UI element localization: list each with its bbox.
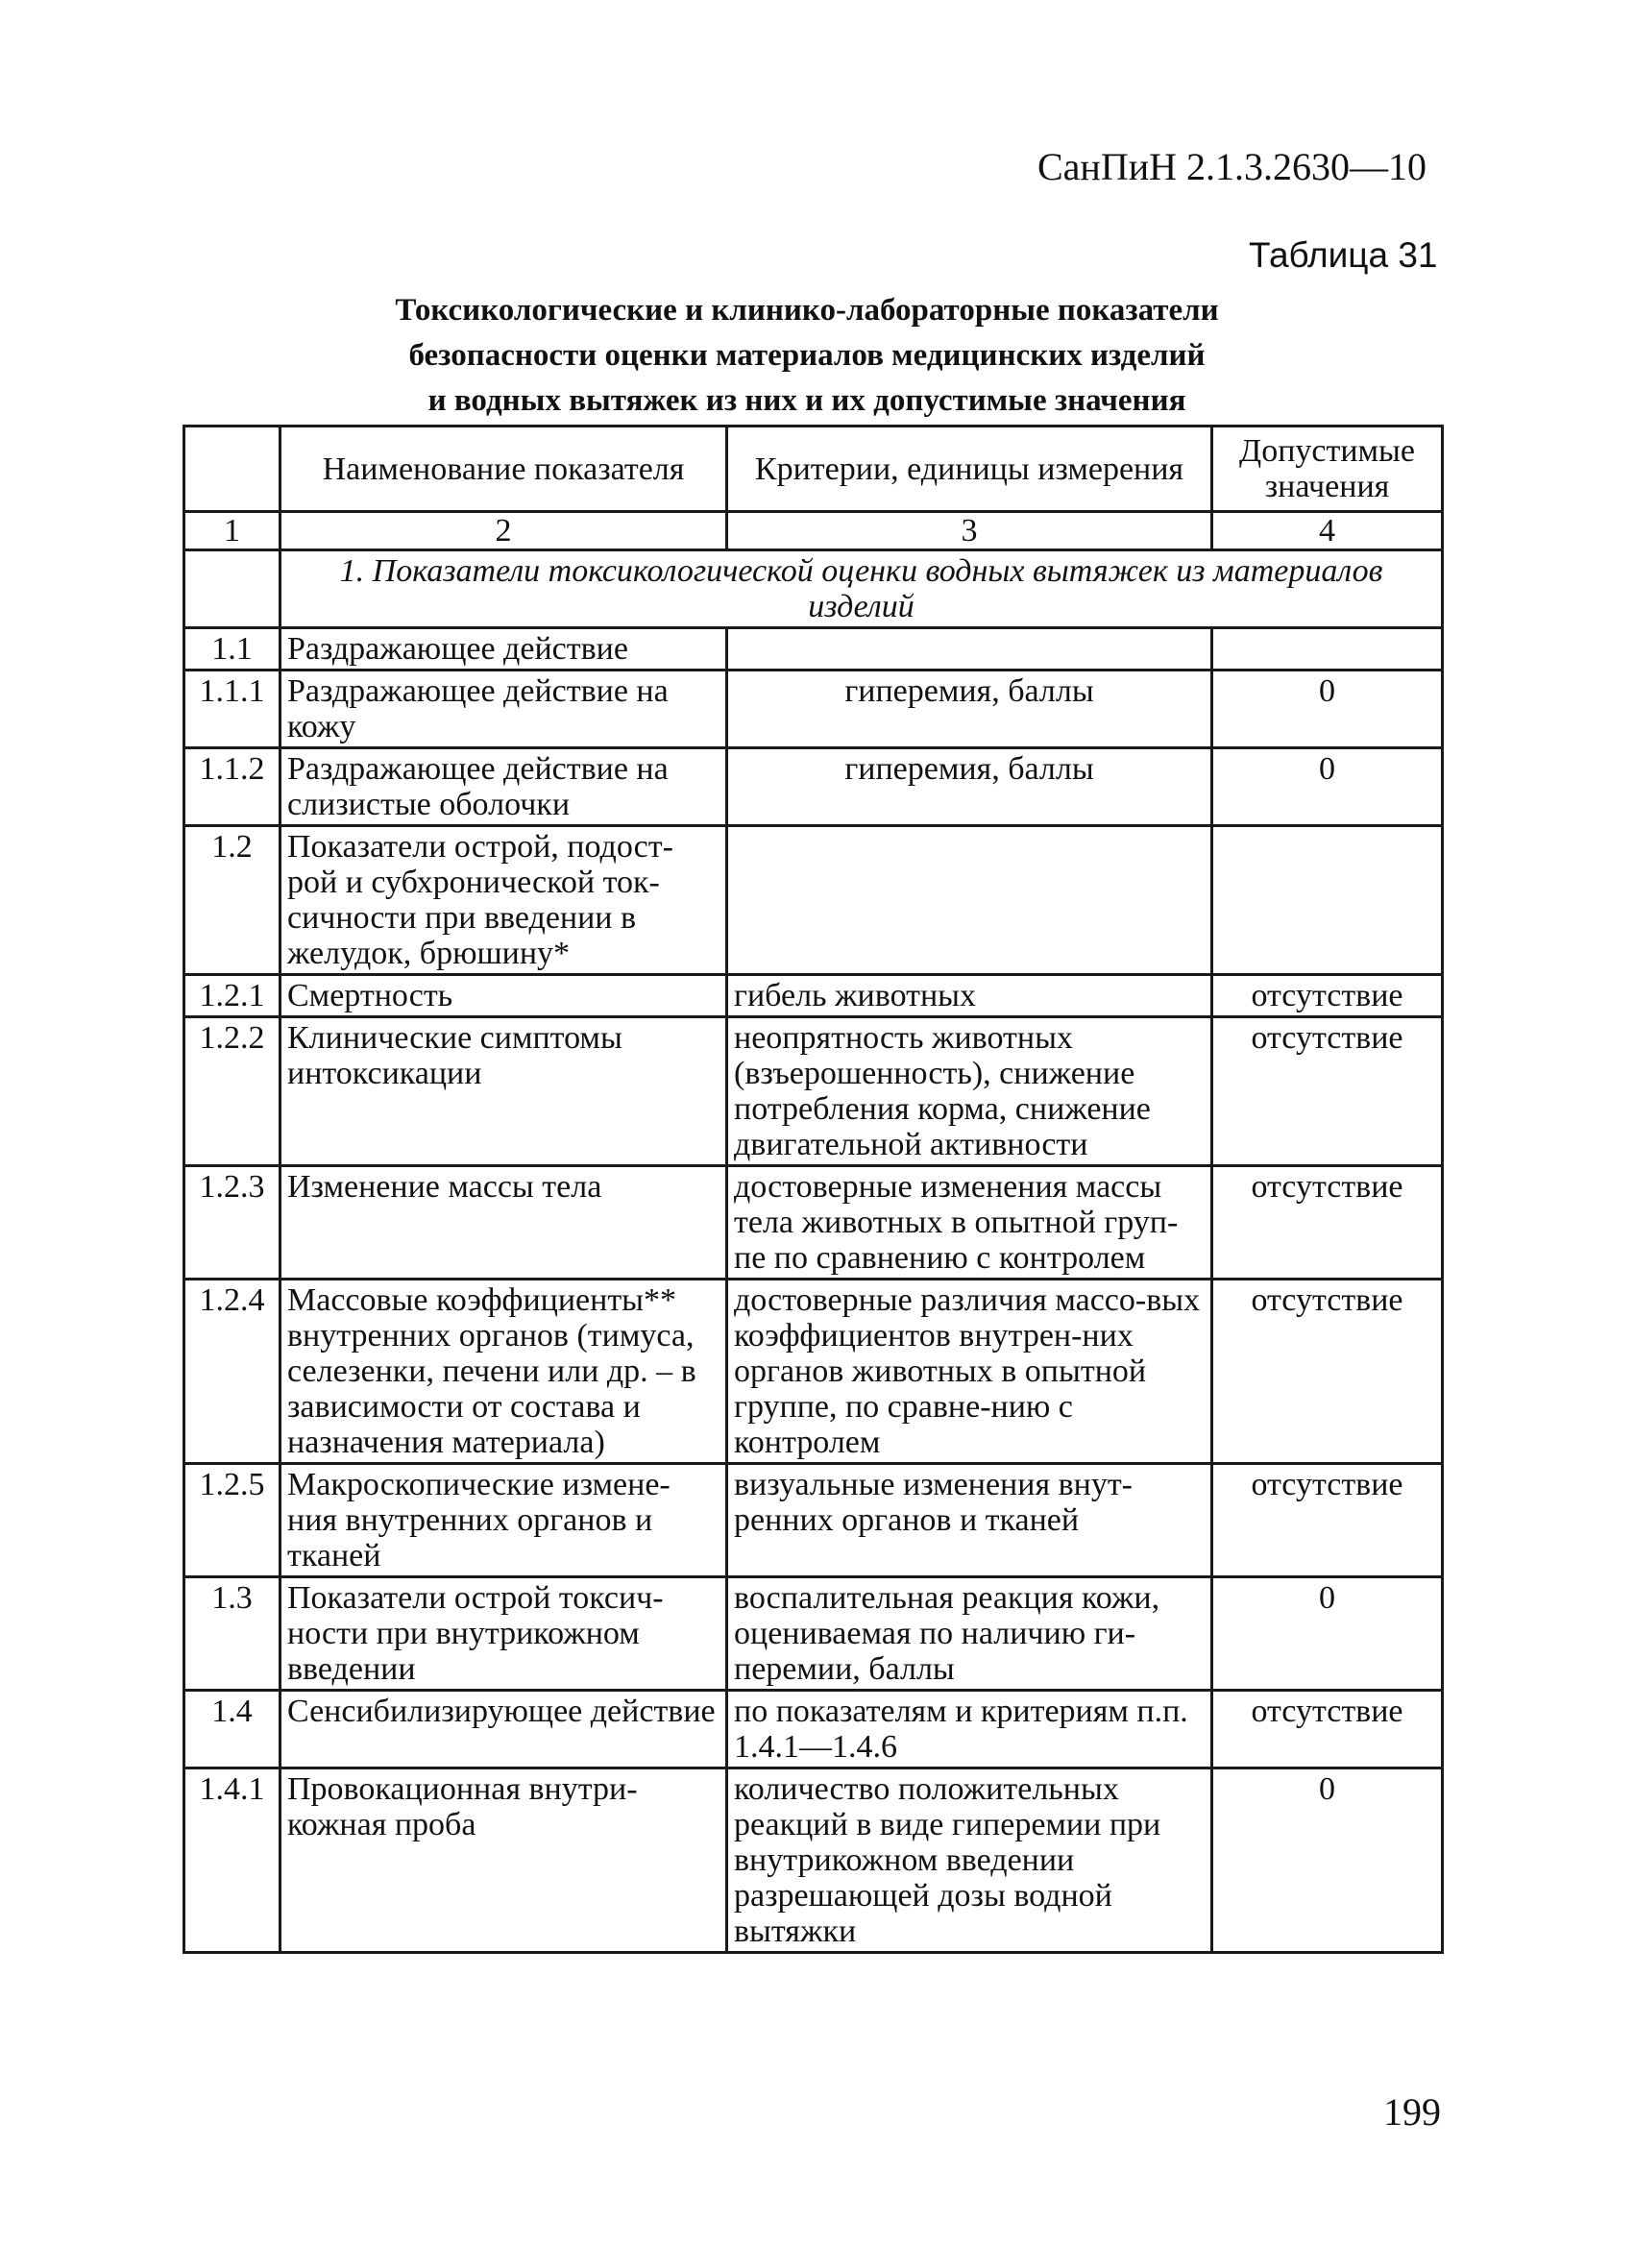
row-name: Клинические симптомы интоксикации <box>280 1017 727 1166</box>
column-number: 1 <box>184 512 280 550</box>
section-row <box>184 550 1443 628</box>
row-value <box>1212 826 1443 975</box>
row-number: 1.4 <box>184 1691 280 1768</box>
row-value: 0 <box>1212 1577 1443 1691</box>
table-row <box>184 748 1443 826</box>
header-cell-criteria: Критерии, единицы измерения <box>727 427 1212 512</box>
row-value <box>1212 628 1443 671</box>
column-number: 4 <box>1212 512 1443 550</box>
table-title-line: и водных вытяжек из них и их допустимые значения <box>427 383 1186 418</box>
row-name: Провокационная внутри-кожная проба <box>280 1768 727 1953</box>
document-code: СанПиН 2.1.3.2630—10 <box>1037 145 1427 188</box>
table-header-row <box>184 427 1443 512</box>
header-cell-name: Наименование показателя <box>280 427 727 512</box>
table-row <box>184 975 1443 1017</box>
table-title-line: Токсикологические и клинико-лабораторные показатели <box>395 293 1219 328</box>
row-criteria: количество положительных реакций в виде гиперемии при внутрикожном введении разрешающей дозы водной вытяжки <box>727 1768 1212 1953</box>
column-number: 3 <box>727 512 1212 550</box>
row-name: Смертность <box>280 975 727 1017</box>
row-value: отсутствие <box>1212 975 1443 1017</box>
row-name: Показатели острой токсич-ности при внутрикожном введении <box>280 1577 727 1691</box>
row-number: 1.2.2 <box>184 1017 280 1166</box>
row-value: отсутствие <box>1212 1166 1443 1280</box>
row-name: Сенсибилизирующее действие <box>280 1691 727 1768</box>
table-row <box>184 1577 1443 1691</box>
row-number: 1.1.1 <box>184 671 280 748</box>
table-row <box>184 826 1443 975</box>
row-criteria: гиперемия, баллы <box>727 671 1212 748</box>
row-number: 1.2.3 <box>184 1166 280 1280</box>
table-row <box>184 1768 1443 1953</box>
header-cell-number <box>184 427 280 512</box>
row-number: 1.1.2 <box>184 748 280 826</box>
row-value: отсутствие <box>1212 1017 1443 1166</box>
row-name: Изменение массы тела <box>280 1166 727 1280</box>
row-criteria: гибель животных <box>727 975 1212 1017</box>
row-value: 0 <box>1212 748 1443 826</box>
column-numbers-row <box>184 512 1443 550</box>
row-number: 1.2 <box>184 826 280 975</box>
row-number: 1.4.1 <box>184 1768 280 1953</box>
table-row <box>184 1166 1443 1280</box>
header-cell-value: Допустимые значения <box>1212 427 1443 512</box>
row-value: 0 <box>1212 1768 1443 1953</box>
table-row <box>184 628 1443 671</box>
row-criteria: визуальные изменения внут-ренних органов и тканей <box>727 1464 1212 1577</box>
table-row <box>184 671 1443 748</box>
row-value: отсутствие <box>1212 1280 1443 1464</box>
section-title: 1. Показатели токсикологической оценки водных вытяжек из материалов изделий <box>280 550 1443 628</box>
row-name: Раздражающее действие на кожу <box>280 671 727 748</box>
row-number: 1.2.5 <box>184 1464 280 1577</box>
row-number: 1.1 <box>184 628 280 671</box>
row-criteria: достоверные изменения массы тела животных в опытной груп-пе по сравнению с контролем <box>727 1166 1212 1280</box>
row-criteria: гиперемия, баллы <box>727 748 1212 826</box>
row-value: отсутствие <box>1212 1691 1443 1768</box>
row-criteria: достоверные различия массо-вых коэффициентов внутрен-них органов животных в опытной группе, по сравне-нию с контролем <box>727 1280 1212 1464</box>
row-name: Макроскопические измене-ния внутренних органов и тканей <box>280 1464 727 1577</box>
table-row <box>184 1017 1443 1166</box>
row-criteria <box>727 628 1212 671</box>
row-name: Раздражающее действие на слизистые оболочки <box>280 748 727 826</box>
column-number: 2 <box>280 512 727 550</box>
indicators-table <box>183 425 1444 1954</box>
row-value: отсутствие <box>1212 1464 1443 1577</box>
row-name: Раздражающее действие <box>280 628 727 671</box>
row-number: 1.3 <box>184 1577 280 1691</box>
row-value: 0 <box>1212 671 1443 748</box>
table-title <box>183 288 1431 424</box>
row-criteria: неопрятность животных (взъерошенность), снижение потребления корма, снижение двигательной активности <box>727 1017 1212 1166</box>
row-number: 1.2.1 <box>184 975 280 1017</box>
page-number: 199 <box>1383 2090 1441 2134</box>
row-name: Показатели острой, подост-рой и субхронической ток-сичности при введении в желудок, брюшину* <box>280 826 727 975</box>
row-criteria <box>727 826 1212 975</box>
row-number: 1.2.4 <box>184 1280 280 1464</box>
row-criteria: по показателям и критериям п.п. 1.4.1—1.4.6 <box>727 1691 1212 1768</box>
table-title-line: безопасности оценки материалов медицинских изделий <box>408 338 1206 373</box>
table-row <box>184 1464 1443 1577</box>
row-criteria: воспалительная реакция кожи, оцениваемая по наличию ги-перемии, баллы <box>727 1577 1212 1691</box>
table-label: Таблица 31 <box>1249 235 1438 275</box>
row-name: Массовые коэффициенты** внутренних органов (тимуса, селезенки, печени или др. – в зависимости от состава и назначения материала) <box>280 1280 727 1464</box>
table-row <box>184 1280 1443 1464</box>
section-empty-cell <box>184 550 280 628</box>
table-row <box>184 1691 1443 1768</box>
